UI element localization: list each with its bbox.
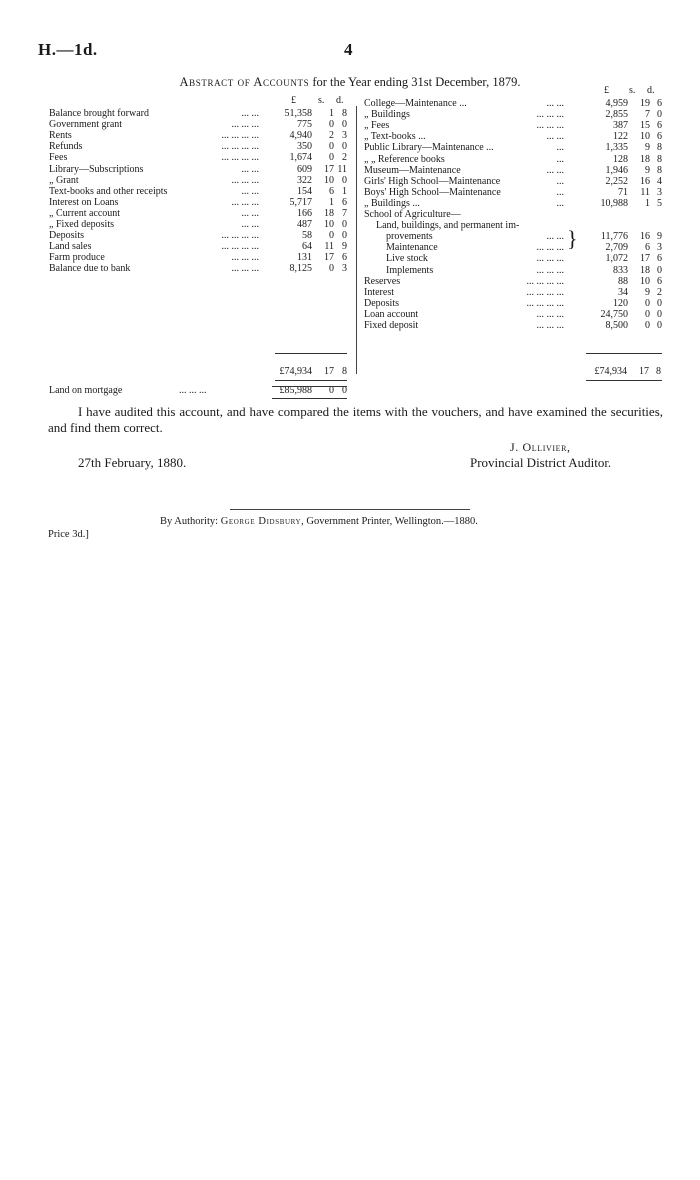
expenditure-pounds: 88: [618, 275, 628, 287]
receipt-leader-dots: ... ... ...: [231, 196, 259, 208]
expenditure-leader-dots: ... ... ...: [536, 109, 564, 121]
expenditure-leader-dots: ...: [556, 186, 564, 198]
expenditure-label: Live stock: [386, 253, 428, 265]
expenditure-pence: 6: [657, 253, 662, 265]
expenditure-row: [364, 298, 664, 309]
receipt-label: Land sales: [49, 241, 92, 253]
expenditure-pounds: 10,988: [600, 197, 628, 209]
expenditure-shillings: 6: [645, 242, 650, 254]
receipts-shilling-header: s.: [318, 95, 325, 106]
receipt-leader-dots: ... ... ...: [231, 252, 259, 264]
expenditure-row: [364, 220, 664, 231]
expenditure-row: [364, 231, 664, 242]
expenditure-shillings: 9: [645, 142, 650, 154]
receipt-row: [49, 141, 349, 152]
expenditure-pounds: 122: [613, 131, 628, 143]
footer-rule: [230, 509, 470, 510]
expenditure-label: Deposits: [364, 297, 399, 309]
expenditure-shillings: 1: [645, 197, 650, 209]
receipt-label: Fees: [49, 152, 68, 164]
receipt-leader-dots: ... ... ...: [231, 119, 259, 131]
title-prefix: Abstract of Accounts: [179, 75, 310, 89]
receipts-total-pence: 8: [342, 366, 347, 377]
expenditure-row: [364, 142, 664, 153]
expenditure-leader-dots: ... ... ...: [536, 253, 564, 265]
brace-mark: }: [567, 226, 578, 251]
receipt-shillings: 2: [329, 130, 334, 142]
expenditure-total-rule: [586, 353, 662, 354]
receipt-label: Deposits: [49, 230, 84, 242]
expenditure-label: Museum—Maintenance: [364, 164, 461, 176]
expenditure-pounds: 128: [613, 153, 628, 165]
receipt-label: Government grant: [49, 119, 123, 131]
expenditure-pounds: 1,946: [605, 164, 628, 176]
receipts-pence-header: d.: [336, 95, 344, 106]
receipt-pence: 2: [342, 152, 347, 164]
expenditure-label: Public Library—Maintenance ...: [364, 142, 494, 154]
expenditure-row: [364, 265, 664, 276]
expenditure-row: [364, 253, 664, 264]
expenditure-label: Loan account: [364, 308, 419, 320]
expenditure-shillings: 9: [645, 286, 650, 298]
expenditure-leader-dots: ... ... ... ...: [526, 275, 564, 287]
document-reference: H.—1d.: [38, 40, 98, 59]
expenditure-label: Reserves: [364, 275, 401, 287]
expenditure-leader-dots: ...: [556, 197, 564, 209]
expenditure-total: [570, 366, 663, 378]
receipt-pounds: 58: [302, 230, 312, 242]
receipt-shillings: 0: [329, 152, 334, 164]
receipt-pence: 6: [342, 252, 347, 264]
expenditure-row: [364, 187, 664, 198]
authority-label: By Authority:: [160, 516, 219, 527]
expenditure-total-pounds: £74,934: [594, 366, 627, 377]
expenditure-pounds: 387: [613, 120, 628, 132]
printer-imprint: [160, 516, 478, 527]
expenditure-label: provements: [386, 231, 433, 243]
expenditure-label: College—Maintenance ...: [364, 98, 467, 109]
receipt-pence: 0: [342, 230, 347, 242]
expenditure-pounds: 2,709: [605, 242, 628, 254]
receipt-leader-dots: ... ... ... ...: [221, 130, 259, 142]
expenditure-pence: 0: [657, 109, 662, 121]
expenditure-leader-dots: ... ... ...: [536, 242, 564, 254]
expenditure-pence: 3: [657, 186, 662, 198]
receipt-label: Interest on Loans: [49, 196, 119, 208]
expenditure-pence: 5: [657, 197, 662, 209]
receipt-shillings: 0: [329, 230, 334, 242]
auditor-name: J. Ollivier,: [510, 440, 571, 454]
expenditure-shillings: 0: [645, 320, 650, 331]
column-divider: [356, 106, 357, 374]
expenditure-pounds: 8,500: [605, 320, 628, 331]
expenditure-shillings: 16: [640, 175, 650, 187]
receipt-pence: 0: [342, 141, 347, 153]
expenditure-shillings: 10: [640, 131, 650, 143]
expenditure-shillings: 17: [640, 253, 650, 265]
receipt-pence: 6: [342, 196, 347, 208]
expenditure-row: [364, 154, 664, 165]
expenditure-shillings: 7: [645, 109, 650, 121]
expenditure-pence: 8: [657, 142, 662, 154]
expenditure-pounds: 24,750: [600, 308, 628, 320]
receipt-shillings: 0: [329, 119, 334, 131]
receipt-row: [49, 241, 349, 252]
expenditure-shillings: 18: [640, 264, 650, 276]
expenditure-row: [364, 309, 664, 320]
receipts-total-rule: [275, 353, 347, 354]
receipt-shillings: 0: [329, 263, 334, 275]
expenditure-total-pence: 8: [656, 366, 661, 377]
receipt-pounds: 322: [297, 174, 312, 186]
expenditure-pounds: 1,072: [605, 253, 628, 265]
mortgage-top-rule: [272, 386, 347, 387]
receipts-total: [257, 366, 349, 378]
expenditure-pence: 0: [657, 297, 662, 309]
expenditure-label: Interest: [364, 286, 394, 298]
expenditure-leader-dots: ...: [556, 153, 564, 165]
receipt-shillings: 6: [329, 185, 334, 197]
receipt-pence: 0: [342, 219, 347, 230]
receipt-shillings: 10: [324, 174, 334, 186]
expenditure-row: [364, 209, 664, 220]
receipt-row: [49, 252, 349, 263]
mortgage-pence: 0: [342, 385, 347, 396]
receipt-pence: 3: [342, 130, 347, 142]
expenditure-leader-dots: ... ... ... ...: [526, 297, 564, 309]
price-label: Price 3d.]: [48, 529, 89, 540]
expenditure-leader-dots: ... ... ...: [536, 308, 564, 320]
receipt-label: Text-books and other receipts: [49, 185, 168, 197]
expenditure-pounds: 120: [613, 297, 628, 309]
receipt-label: Farm produce: [49, 252, 105, 264]
receipt-row: [49, 108, 349, 119]
expenditure-label: „ Buildings ...: [364, 197, 420, 209]
receipt-row: [49, 263, 349, 274]
receipt-label: „ Current account: [49, 207, 121, 219]
expenditure-label: „ Buildings: [364, 109, 410, 121]
receipt-label: Refunds: [49, 141, 83, 153]
receipt-row: [49, 197, 349, 208]
receipt-leader-dots: ... ...: [241, 108, 259, 119]
expenditure-row: [364, 165, 664, 176]
printer-details: , Government Printer, Wellington.—1880.: [301, 516, 478, 527]
receipt-label: Rents: [49, 130, 72, 142]
expenditure-row: [364, 131, 664, 142]
expenditure-shillings: 19: [640, 98, 650, 109]
receipt-pounds: 609: [297, 163, 312, 175]
title-rest: for the Year ending 31st December, 1879.: [309, 75, 521, 89]
receipt-shillings: 18: [324, 207, 334, 219]
expenditure-row: [364, 198, 664, 209]
expenditure-label: Maintenance: [386, 242, 438, 254]
mortgage-bottom-rule: [272, 398, 347, 399]
receipt-pounds: 64: [302, 241, 312, 253]
expenditure-label: Implements: [386, 264, 434, 276]
printer-name: George Didsbury: [220, 516, 302, 527]
receipt-leader-dots: ... ... ...: [231, 263, 259, 275]
receipt-pounds: 154: [297, 185, 312, 197]
page-title: [0, 75, 700, 90]
expenditure-shillings: 15: [640, 120, 650, 132]
mortgage-pounds: £85,988: [279, 385, 312, 396]
receipt-pounds: 166: [297, 207, 312, 219]
expenditure-label: „ „ Reference books: [364, 153, 445, 165]
receipt-pence: 0: [342, 119, 347, 131]
expenditure-shillings: 0: [645, 297, 650, 309]
expenditure-pence: 3: [657, 242, 662, 254]
audit-date: 27th February, 1880.: [78, 455, 187, 470]
receipt-leader-dots: ... ... ... ...: [221, 152, 259, 164]
receipt-row: [49, 230, 349, 241]
receipt-label: Library—Subscriptions: [49, 163, 144, 175]
expenditure-pence: 9: [657, 231, 662, 243]
receipt-pounds: 4,940: [289, 130, 312, 142]
expenditure-pence: 4: [657, 175, 662, 187]
expenditure-pence: 6: [657, 98, 662, 109]
receipt-shillings: 1: [329, 108, 334, 119]
expenditure-leader-dots: ... ...: [546, 164, 564, 176]
expenditure-total-shillings: 17: [639, 366, 649, 377]
expenditure-pence: 6: [657, 120, 662, 132]
expenditure-shilling-header: s.: [629, 85, 636, 96]
expenditure-row: [364, 120, 664, 131]
expenditure-label: Land, buildings, and permanent im-: [376, 220, 520, 232]
expenditure-label: Boys' High School—Maintenance: [364, 186, 501, 198]
audit-statement: I have audited this account, and have compared the items with the vouchers, and have examined the securities, and find them correct.: [48, 404, 663, 435]
expenditure-label: Girls' High School—Maintenance: [364, 175, 501, 187]
receipt-leader-dots: ... ...: [241, 207, 259, 219]
expenditure-row: [364, 109, 664, 120]
receipt-row: [49, 208, 349, 219]
expenditure-shillings: 16: [640, 231, 650, 243]
expenditure-pence: 6: [657, 275, 662, 287]
expenditure-pence-header: d.: [647, 85, 655, 96]
expenditure-pounds: 71: [618, 186, 628, 198]
receipt-pence: 0: [342, 174, 347, 186]
expenditure-pounds: 11,776: [600, 231, 628, 243]
auditor-title: Provincial District Auditor.: [470, 455, 612, 470]
expenditure-leader-dots: ... ... ...: [536, 320, 564, 331]
expenditure-label: „ Text-books ...: [364, 131, 426, 143]
receipt-shillings: 11: [324, 241, 334, 253]
expenditure-leader-dots: ... ...: [546, 231, 564, 243]
receipt-leader-dots: ... ... ... ...: [221, 141, 259, 153]
receipt-leader-dots: ... ...: [241, 185, 259, 197]
expenditure-pence: 8: [657, 153, 662, 165]
receipt-leader-dots: ... ... ...: [231, 174, 259, 186]
expenditure-shillings: 9: [645, 164, 650, 176]
receipt-shillings: 17: [324, 163, 334, 175]
receipt-row: [49, 219, 349, 230]
expenditure-leader-dots: ...: [556, 175, 564, 187]
expenditure-label: „ Fees: [364, 120, 390, 132]
receipt-pence: 7: [342, 207, 347, 219]
receipt-pounds: 51,358: [284, 108, 312, 119]
receipt-row: [49, 175, 349, 186]
receipt-shillings: 0: [329, 141, 334, 153]
expenditure-shillings: 18: [640, 153, 650, 165]
expenditure-shillings: 0: [645, 308, 650, 320]
expenditure-leader-dots: ...: [556, 142, 564, 154]
receipt-pence: 1: [342, 185, 347, 197]
expenditure-label: Fixed deposit: [364, 320, 419, 331]
page-number: 4: [344, 40, 353, 59]
receipt-pounds: 1,674: [289, 152, 312, 164]
expenditure-pence: 0: [657, 308, 662, 320]
expenditure-pounds: 2,855: [605, 109, 628, 121]
expenditure-pence: 2: [657, 286, 662, 298]
receipt-label: „ Fixed deposits: [49, 219, 114, 230]
mortgage-shillings: 0: [329, 385, 334, 396]
receipt-leader-dots: ... ...: [241, 163, 259, 175]
receipt-row: [49, 186, 349, 197]
receipts-table: [49, 108, 349, 288]
expenditure-pounds: 4,959: [605, 98, 628, 109]
receipt-pounds: 5,717: [289, 196, 312, 208]
expenditure-pence: 6: [657, 131, 662, 143]
receipt-pence: 3: [342, 263, 347, 275]
mortgage-label: Land on mortgage: [49, 385, 123, 396]
receipt-pence: 9: [342, 241, 347, 253]
expenditure-row: [364, 320, 664, 331]
receipt-leader-dots: ... ... ... ...: [221, 230, 259, 242]
expenditure-shillings: 11: [640, 186, 650, 198]
mortgage-dots: ... ... ...: [179, 385, 207, 396]
receipt-leader-dots: ... ...: [241, 219, 259, 230]
receipts-pound-header: £: [291, 95, 296, 106]
expenditure-pounds: 34: [618, 286, 628, 298]
expenditure-table: [364, 98, 664, 348]
receipt-row: [49, 119, 349, 130]
expenditure-row: [364, 276, 664, 287]
receipts-total-shillings: 17: [324, 366, 334, 377]
receipts-total-pounds: £74,934: [279, 366, 312, 377]
expenditure-leader-dots: ... ... ...: [536, 264, 564, 276]
expenditure-pounds: 833: [613, 264, 628, 276]
receipt-shillings: 10: [324, 219, 334, 230]
receipt-label: „ Grant: [49, 174, 79, 186]
expenditure-pound-header: £: [604, 85, 609, 96]
receipt-pence: 8: [342, 108, 347, 119]
expenditure-total-underline: [586, 380, 662, 381]
expenditure-pounds: 1,335: [605, 142, 628, 154]
expenditure-leader-dots: ... ... ... ...: [526, 286, 564, 298]
expenditure-row: [364, 176, 664, 187]
receipt-leader-dots: ... ... ... ...: [221, 241, 259, 253]
receipt-pounds: 350: [297, 141, 312, 153]
receipt-row: [49, 152, 349, 163]
receipt-row: [49, 164, 349, 175]
expenditure-row: [364, 98, 664, 109]
expenditure-pence: 0: [657, 320, 662, 331]
expenditure-pence: 0: [657, 264, 662, 276]
receipt-pounds: 775: [297, 119, 312, 131]
receipt-pounds: 131: [297, 252, 312, 264]
receipt-shillings: 1: [329, 196, 334, 208]
receipt-label: Balance brought forward: [49, 108, 149, 119]
expenditure-label: School of Agriculture—: [364, 209, 461, 220]
expenditure-pounds: 2,252: [605, 175, 628, 187]
expenditure-leader-dots: ... ...: [546, 98, 564, 109]
expenditure-row: [364, 287, 664, 298]
expenditure-pence: 8: [657, 164, 662, 176]
receipt-pounds: 8,125: [289, 263, 312, 275]
receipt-pounds: 487: [297, 219, 312, 230]
receipt-pence: 11: [337, 163, 347, 175]
expenditure-row: [364, 242, 664, 253]
receipt-label: Balance due to bank: [49, 263, 131, 275]
expenditure-shillings: 10: [640, 275, 650, 287]
expenditure-leader-dots: ... ... ...: [536, 120, 564, 132]
expenditure-leader-dots: ... ...: [546, 131, 564, 143]
receipt-row: [49, 130, 349, 141]
receipts-total-underline: [275, 380, 347, 381]
receipt-shillings: 17: [324, 252, 334, 264]
